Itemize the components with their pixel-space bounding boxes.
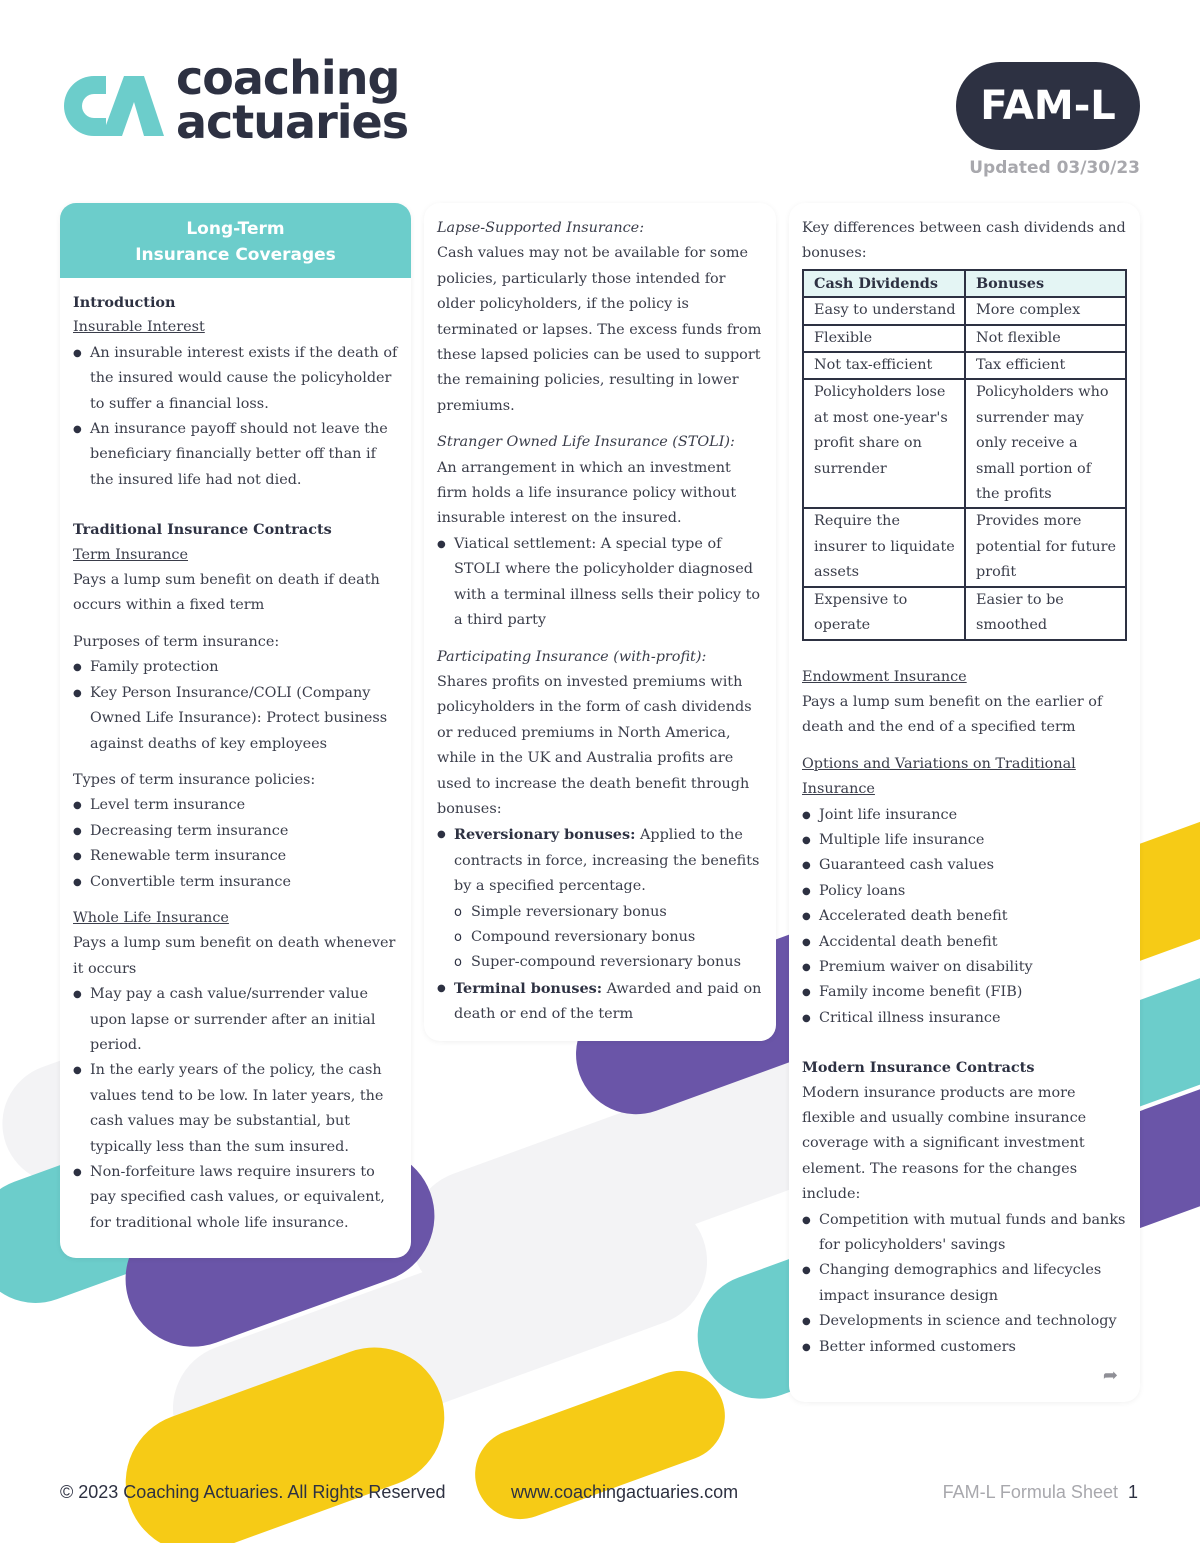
reversionary-sub-list — [437, 900, 764, 976]
table-cell: Easy to understand — [803, 297, 965, 324]
list-item: ● Changing demographics and lifecycles impact insurance design — [802, 1258, 1128, 1309]
company-logo — [58, 51, 448, 152]
subsection-heading: Whole Life Insurance — [73, 909, 229, 926]
logo-text-line1: coaching — [176, 51, 400, 105]
table-cell: Expensive to operate — [803, 587, 965, 640]
options-list — [802, 803, 1128, 1032]
list-item: ● Multiple life insurance — [802, 828, 1128, 853]
subsection-heading: Endowment Insurance — [802, 668, 967, 685]
exam-badge: FAM-L — [956, 62, 1140, 150]
list-item: ● Level term insurance — [73, 793, 399, 818]
paragraph: An arrangement in which an investment firm holds a life insurance policy without insurable interest on the insured. — [437, 459, 737, 527]
list-item: ● Accidental death benefit — [802, 930, 1128, 955]
table-row — [803, 352, 1126, 379]
table-cell: Flexible — [803, 325, 965, 352]
subsection-heading: Term Insurance — [73, 546, 189, 563]
table-cell: Not flexible — [965, 325, 1126, 352]
list-item: ● Viatical settlement: A special type of STOLI where the policyholder diagnosed with a terminal illness sells their policy to a third party — [437, 532, 764, 634]
logo-mark-icon — [58, 70, 166, 142]
section-heading: Introduction — [73, 294, 176, 311]
bonus-text: Applied to the contracts in force, increasing the benefits by a specified percentage. — [454, 827, 760, 895]
list-item: ● Competition with mutual funds and banks for policyholders' savings — [802, 1208, 1128, 1259]
paragraph: Pays a lump sum benefit on death whenever it occurs — [73, 935, 396, 977]
logo-text-line2: actuaries — [176, 95, 409, 149]
list-item: ● Renewable term insurance — [73, 844, 399, 869]
section-heading: Modern Insurance Contracts — [802, 1059, 1035, 1077]
subsection-heading: Lapse-Supported Insurance: — [437, 220, 645, 236]
list-item: ● Convertible term insurance — [73, 870, 399, 895]
list-item: ● Developments in science and technology — [802, 1309, 1128, 1334]
paragraph: Pays a lump sum benefit on death if death occurs within a fixed term — [73, 572, 380, 614]
list-item: ● Joint life insurance — [802, 803, 1128, 828]
table-row — [803, 325, 1126, 352]
paragraph: Modern insurance products are more flexible and usually combine insurance coverage with a significant investment element. The reasons for the changes include: — [802, 1084, 1087, 1203]
table-row — [803, 297, 1126, 324]
sub-list-item: o Simple reversionary bonus — [437, 900, 764, 925]
footer-sheet-name: FAM-L Formula Sheet — [942, 1482, 1118, 1502]
footer-copyright: © 2023 Coaching Actuaries. All Rights Reserved — [60, 1482, 446, 1502]
table-cell: Not tax-efficient — [803, 352, 965, 379]
paragraph: Purposes of term insurance: — [73, 633, 280, 650]
table-cell: Policyholders lose at most one-year's profit share on surrender — [803, 379, 965, 508]
table-cell: Easier to be smoothed — [965, 587, 1126, 640]
bonus-label: Reversionary bonuses: — [454, 826, 636, 844]
card-lapse-stoli-participating — [424, 203, 776, 1041]
bonus-label: Terminal bonuses: — [454, 979, 603, 997]
card-long-term-coverages — [60, 203, 411, 1258]
list-item: ● Accelerated death benefit — [802, 904, 1128, 929]
table-header-cell: Bonuses — [965, 270, 1126, 297]
subsection-heading: Options and Variations on Traditional Insurance — [802, 755, 1076, 798]
list-item: ● Critical illness insurance — [802, 1006, 1128, 1031]
list-item: ● Key Person Insurance/COLI (Company Owned Life Insurance): Protect business against deaths of key employees — [73, 681, 399, 757]
paragraph: Types of term insurance policies: — [73, 771, 316, 788]
table-row — [803, 379, 1126, 508]
list-item: ● In the early years of the policy, the cash values tend to be low. In later years, the cash values may be substantial, but typically less than the sum insured. — [73, 1058, 399, 1160]
table-row — [803, 508, 1126, 586]
sub-list-item: o Super-compound reversionary bonus — [437, 950, 764, 975]
page-number: 1 — [1127, 1482, 1138, 1502]
paragraph: Pays a lump sum benefit on the earlier of death and the end of a specified term — [802, 693, 1103, 736]
list-item: ● Better informed customers — [802, 1335, 1128, 1360]
insurable-interest-list — [73, 341, 399, 493]
card-dividends-endowment-modern — [789, 203, 1140, 1402]
table-cell: Provides more potential for future profit — [965, 508, 1126, 586]
table-header-row — [803, 270, 1126, 297]
table-cell: Tax efficient — [965, 352, 1126, 379]
card-title-line2: Insurance Coverages — [135, 245, 336, 265]
card-title — [60, 203, 411, 278]
footer-sheet-info — [943, 1482, 1138, 1503]
sub-list-item: o Compound reversionary bonus — [437, 925, 764, 950]
list-item: ● Family income benefit (FIB) — [802, 980, 1128, 1005]
updated-date: Updated 03/30/23 — [969, 158, 1140, 178]
footer-website-link[interactable]: www.coachingactuaries.com — [511, 1482, 739, 1502]
table-row — [803, 587, 1126, 640]
modern-reasons-list — [802, 1208, 1128, 1360]
subsection-heading: Stranger Owned Life Insurance (STOLI): — [437, 434, 735, 451]
table-cell: More complex — [965, 297, 1126, 324]
list-item: ● Decreasing term insurance — [73, 819, 399, 844]
bonus-text: Awarded and paid on death or end of the term — [454, 980, 762, 1023]
list-item: ● An insurable interest exists if the death of the insured would cause the policyholder to suffer a financial loss. — [73, 341, 399, 417]
card-title-line1: Long-Term — [186, 219, 285, 239]
next-page-arrow-icon[interactable]: ➦ — [1102, 1365, 1118, 1386]
table-cell: Require the insurer to liquidate assets — [803, 508, 965, 586]
section-heading: Traditional Insurance Contracts — [73, 521, 332, 539]
purposes-list — [73, 655, 399, 757]
paragraph: Cash values may not be available for some policies, particularly those intended for older policyholders, if the policy is terminated or lapses. The excess funds from these lapsed policies can be used to support the remaining policies, resulting in lower premiums. — [437, 245, 762, 414]
paragraph: Key differences between cash dividends and bonuses: — [802, 220, 1126, 262]
list-item: ● Policy loans — [802, 879, 1128, 904]
comparison-table — [802, 269, 1127, 641]
list-item: ● Family protection — [73, 655, 399, 680]
table-header-cell: Cash Dividends — [803, 270, 965, 297]
paragraph: Shares profits on invested premiums with policyholders in the form of cash dividends or reduced premiums in North America, while in the UK and Australia profits are used to increase the death benefit through bonuses: — [437, 673, 752, 817]
list-item — [437, 822, 764, 899]
list-item: ● Guaranteed cash values — [802, 853, 1128, 878]
bonus-list — [437, 976, 764, 1028]
whole-life-list — [73, 982, 399, 1236]
bonus-list — [437, 822, 764, 899]
list-item: ● May pay a cash value/surrender value upon lapse or surrender after an initial period. — [73, 982, 399, 1058]
list-item: ● Premium waiver on disability — [802, 955, 1128, 980]
list-item: ● An insurance payoff should not leave the beneficiary financially better off than if the insured life had not died. — [73, 417, 399, 493]
list-item — [437, 976, 764, 1028]
stoli-list — [437, 532, 764, 634]
subsection-heading: Participating Insurance (with-profit): — [437, 648, 707, 665]
term-types-list — [73, 793, 399, 895]
table-cell: Policyholders who surrender may only receive a small portion of the profits — [965, 379, 1126, 508]
list-item: ● Non-forfeiture laws require insurers to pay specified cash values, or equivalent, for traditional whole life insurance. — [73, 1160, 399, 1236]
subsection-heading: Insurable Interest — [73, 319, 205, 336]
